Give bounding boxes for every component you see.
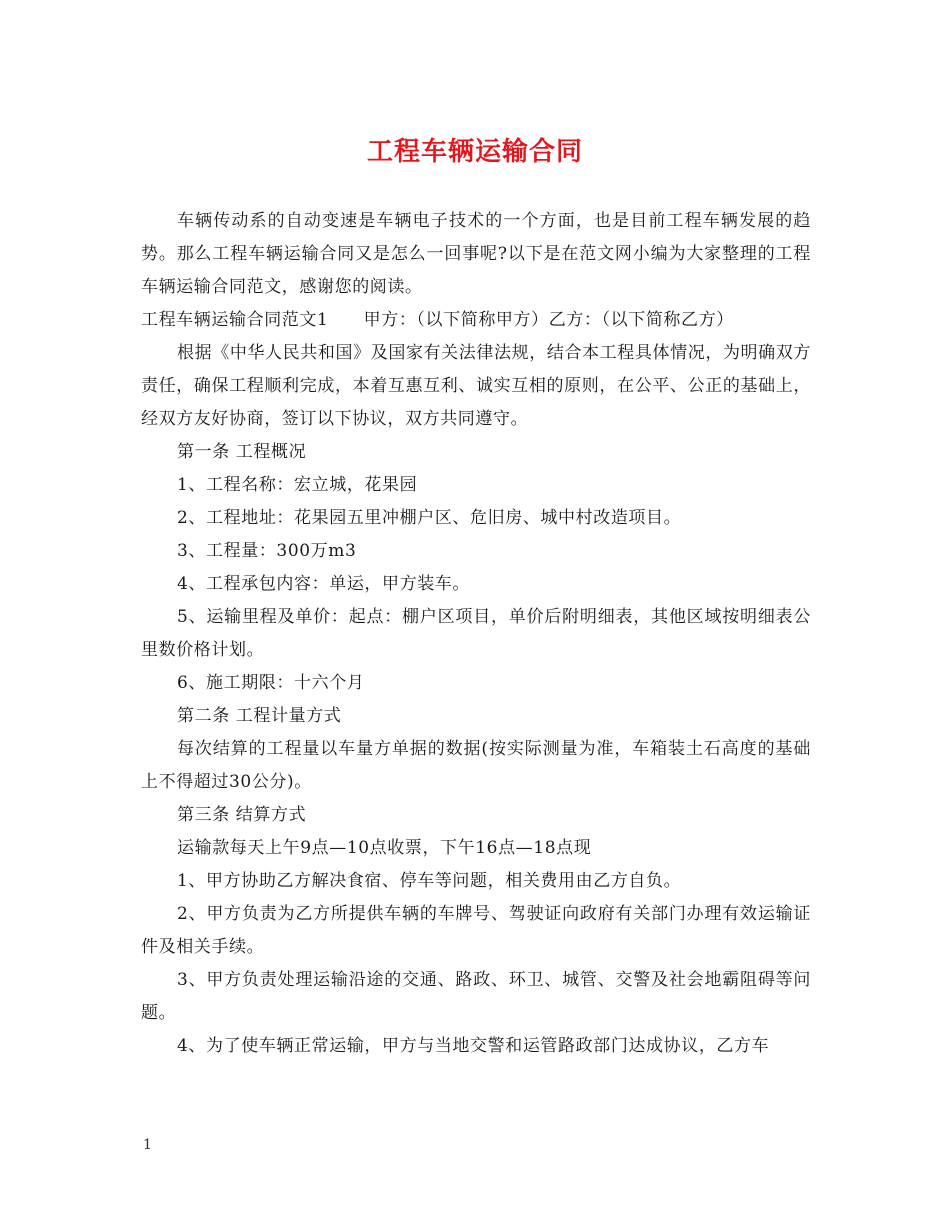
article-3-item-1: 1、甲方协助乙方解决食宿、停车等问题，相关费用由乙方自负。 [177,871,682,891]
article-1-item-6: 6、施工期限：十六个月 [177,673,365,693]
article-1-item-2: 2、工程地址：花果园五里冲棚户区、危旧房、城中村改造项目。 [177,508,682,528]
article-1-item-3: 3、工程量：300万m3 [177,541,357,561]
article-3-item-2: 2、甲方负责为乙方所提供车辆的车牌号、驾驶证向政府有关部门办理有效运输证件及相关手续。 [141,904,811,957]
article-3-heading: 第三条 结算方式 [177,805,307,825]
article-3-item-3: 3、甲方负责处理运输沿途的交通、路政、环卫、城管、交警及社会地霸阻碍等问题。 [141,970,811,1023]
paragraph-contract-parties: 工程车辆运输合同范文1 甲方：（以下简称甲方）乙方：（以下简称乙方） [141,310,734,330]
document-title: 工程车辆运输合同 [366,137,583,167]
article-3-item-4: 4、为了使车辆正常运输，甲方与当地交警和运管路政部门达成协议，乙方车 [177,1036,770,1056]
paragraph-intro: 车辆传动系的自动变速是车辆电子技术的一个方面，也是目前工程车辆发展的趋势。那么工程车辆运输合同又是怎么一回事呢?以下是在范文网小编为大家整理的工程车辆运输合同范文，感谢您的阅读。 [141,211,811,297]
paragraph-preamble: 根据《中华人民共和国》及国家有关法律法规，结合本工程具体情况，为明确双方责任，确保工程顺利完成，本着互惠互利、诚实互相的原则，在公平、公正的基础上，经双方友好协商，签订以下协议，双方共同遵守。 [141,343,811,429]
document-body [141,205,811,1063]
article-3-body: 运输款每天上午9点—10点收票，下午16点—18点现 [177,838,592,858]
article-1-heading: 第一条 工程概况 [177,442,307,462]
article-1-item-5: 5、运输里程及单价：起点：棚户区项目，单价后附明细表，其他区域按明细表公里数价格计划。 [141,607,811,660]
page-number: 1 [143,1137,152,1153]
article-1-item-1: 1、工程名称：宏立城，花果园 [177,475,418,495]
article-2-heading: 第二条 工程计量方式 [177,706,342,726]
article-2-body: 每次结算的工程量以车量方单据的数据(按实际测量为准，车箱装土石高度的基础上不得超过30公分)。 [141,739,811,792]
article-1-item-4: 4、工程承包内容：单运，甲方装车。 [177,574,471,594]
